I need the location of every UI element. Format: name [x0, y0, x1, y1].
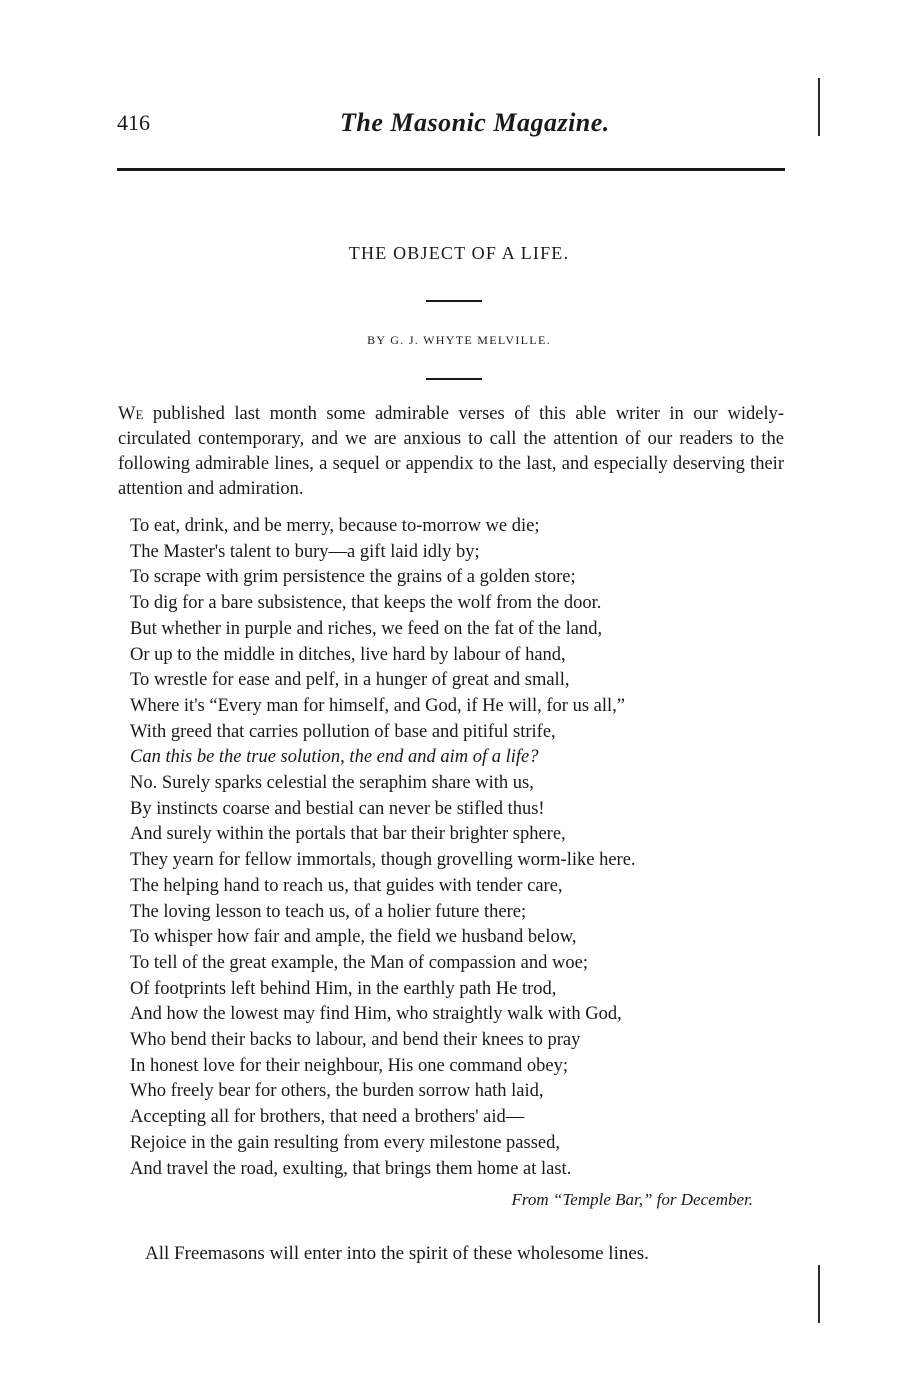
article-title: THE OBJECT OF A LIFE. [348, 243, 570, 263]
poem-line: And travel the road, exulting, that brings them home at last. [130, 1158, 572, 1179]
poem-line: Accepting all for brothers, that need a brothers' aid— [130, 1107, 525, 1128]
poem-line: The loving lesson to teach us, of a holier future there; [130, 901, 527, 922]
running-head-title: The Masonic Magazine. [340, 108, 610, 137]
source-attribution: From “Temple Bar,” for December. [511, 1190, 753, 1209]
poem-line: Rejoice in the gain resulting from every milestone passed, [130, 1132, 561, 1153]
poem-line: The Master's talent to bury—a gift laid idly by; [130, 541, 480, 562]
page-number: 416 [117, 110, 150, 135]
poem-line: To whisper how fair and ample, the field we husband below, [130, 927, 577, 948]
intro-text: published last month some admirable verses of this able writer in our widely-circulated contemporary, and we are anxious to call the attention of our readers to the following admirable lines, a sequel or appendix to the last, and especially deserving their attention and admiration. [118, 404, 784, 499]
poem-line: Who freely bear for others, the burden sorrow hath laid, [130, 1081, 544, 1102]
scan-edge-mark-bottom [818, 1265, 820, 1323]
scan-edge-mark-top [818, 78, 820, 136]
poem-line: By instincts coarse and bestial can never be stifled thus! [130, 798, 545, 819]
header-rule [117, 168, 785, 171]
title-rule [426, 300, 482, 302]
poem-line: And surely within the portals that bar their brighter sphere, [130, 824, 566, 845]
poem-line: They yearn for fellow immortals, though grovelling worm-like here. [130, 850, 636, 871]
poem-line: But whether in purple and riches, we feed on the fat of the land, [130, 618, 603, 639]
poem-line: Who bend their backs to labour, and bend their knees to pray [130, 1030, 581, 1051]
poem-line: Or up to the middle in ditches, live hard by labour of hand, [130, 644, 566, 665]
poem-line: No. Surely sparks celestial the seraphim share with us, [130, 773, 534, 794]
poem-line: The helping hand to reach us, that guides with tender care, [130, 875, 563, 896]
poem-line: Can this be the true solution, the end and aim of a life? [130, 747, 539, 768]
poem-line: With greed that carries pollution of base and pitiful strife, [130, 721, 556, 742]
intro-first-word: We [118, 404, 144, 424]
poem-line: To eat, drink, and be merry, because to-morrow we die; [130, 516, 540, 536]
byline: BY G. J. WHYTE MELVILLE. [367, 333, 551, 347]
closing-note: All Freemasons will enter into the spirit of these wholesome lines. [145, 1243, 649, 1264]
poem-line: Of footprints left behind Him, in the earthly path He trod, [130, 978, 557, 999]
poem-line: To scrape with grim persistence the grains of a golden store; [130, 567, 576, 588]
poem-line: To tell of the great example, the Man of compassion and woe; [130, 952, 588, 973]
byline-rule [426, 378, 482, 380]
poem-line: In honest love for their neighbour, His one command obey; [130, 1055, 569, 1076]
poem-line: And how the lowest may find Him, who straightly walk with God, [130, 1004, 622, 1025]
intro-paragraph [118, 402, 784, 502]
poem-line: To dig for a bare subsistence, that keeps the wolf from the door. [130, 593, 602, 614]
poem-line: Where it's “Every man for himself, and God, if He will, for us all,” [130, 695, 625, 716]
poem-line: To wrestle for ease and pelf, in a hunger of great and small, [130, 670, 570, 691]
poem [130, 514, 770, 1182]
